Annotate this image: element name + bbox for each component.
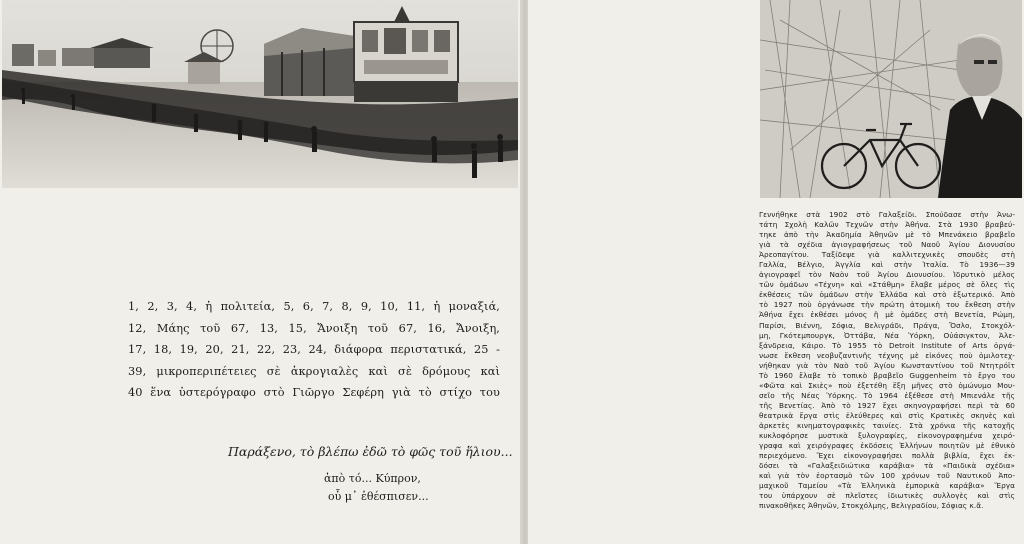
bio-line: ἁγιογραφεῖ τὸν Ναὸν τοῦ Ἁγίου Διονυσίου. Ἱδρυτικὸ μέλος [759,270,1015,280]
poem-line: 1, 2, 3, 4, ἡ πολιτεία, 5, 6, 7, 8, 9, 10, 11, ἡ μοναξιά, [128,300,500,313]
poem-line: 39, μικροπεριπέτειες σὲ ἀκρογιαλὲς καὶ σὲ δρόμους καὶ [128,364,500,378]
bio-line: τῆς Βενετίας. Ἀπὸ τὸ 1927 ἔχει σκηνογραφήσει περὶ τὰ 60 [759,400,1015,410]
poem-contents [128,296,500,404]
bio-line: γιὰ τὰ σχέδια ἁγιογραφήσεως τοῦ Ναοῦ Ἁγίου Διονυσίου [759,240,1015,250]
bio-line: τὸ 1927 ποὺ ὀργάνωσε τὴν πρώτη ἀτομικὴ του ἔκθεση στὴν [759,300,1015,310]
quote-source-line-2: οὗ μ᾽ ἐθέσπισεν... [328,490,429,503]
bio-line: γραφα καὶ χειρόγραφες ἐκδόσεις Ἑλλήνων ποιητῶν μὲ ἐθνικὸ [759,441,1015,451]
poem-line: 12, Μάης τοῦ 67, 13, 15, Ἄνοιξη τοῦ 67, 16, Ἄνοιξη, [128,321,500,335]
bio-line: πινακοθῆκες Ἀθηνῶν, Στοκχόλμης, Βελιγραδίου, Σόφιας κ.ἄ. [759,501,984,511]
artist-biography [759,210,1015,511]
poem-line: 17, 18, 19, 20, 21, 22, 23, 24, διάφορα περιστατικά, 25 - [128,343,500,357]
bio-line: «Φῶτα καὶ Σκιὲς» ποὺ ἐξετέθη ἕξη μῆνες στὸ ὁμώνυμο Μου- [759,380,1015,390]
bio-line: περιεχόμενο. Ἔχει εἰκονογραφήσει πολλὰ βιβλία, ἔχει ἐκ- [759,451,1015,461]
quote-source-line-1: ἀπὸ τό... Κύπρον, [324,472,421,485]
bio-line: τάτη Σχολὴ Καλῶν Τεχνῶν στὴν Ἀθήνα. Στὰ 1930 βραβεύ- [759,220,1015,230]
bio-line: νωσε ἔκθεση νεοβυζαντινῆς τέχνης μὲ εἰκόνες ποὺ ὁμιλοτεχ- [759,350,1015,360]
bio-line: μαχικοῦ Ταμείου «Τὰ Ἑλληνικὰ ἐμπορικὰ καράβια» Ἔργα [759,481,1015,491]
bio-line: ξάνδρεια, Κάιρο. Τὸ 1955 τὸ Detroit Institute of Arts ὀργά- [759,340,1015,350]
bio-line: θεατρικὰ ἔργα στὶς ἐλεύθερες καὶ στὶς Κρατικὲς σκηνὲς καὶ [759,410,1015,420]
bio-line: Ἀθήνα ἔχει ἐκθέσει μόνος ἢ μὲ ὁμάδες στὴ Βενετία, Ρώμη, [759,310,1015,320]
bio-line: ἀρκετὲς κινηματογραφικὲς ταινίες. Στὰ χρόνια τῆς κατοχῆς [759,420,1015,430]
bio-line: Γεννήθηκε στὰ 1902 στὸ Γαλαξείδι. Σπούδασε στὴν Ἀνω- [759,210,1015,219]
bio-line: Τὸ 1960 ἔλαβε τὸ τοπικὸ βραβεῖο Guggenheim τὸ ἔργο του [759,370,1015,380]
bio-line: τῶν ὁμάδων «Τέχνη» καὶ «Στάθμη» ἔλαβε μέρος σὲ ὅλες τὶς [759,280,1015,290]
bio-line: Ἀρεοπαγίτου. Ταξίδεψε γιὰ καλλιτεχνικὲς σπουδὲς στὴ [759,250,1015,260]
bio-line: Γαλλία, Βέλγιο, Ἀγγλία καὶ στὴν Ἰταλία. Τὸ 1936—39 [759,260,1015,270]
bio-line: δόσει τὰ «Γαλαξειδιώτικα καράβια» τὰ «Παιδικὰ σχέδια» [759,461,1015,471]
bio-line: Παρίσι, Βιέννη, Σόφια, Βελιγράδι, Πράγα, Ὄσλο, Στοκχόλ- [759,320,1015,330]
bio-line: νήθηκαν γιὰ τὸν Ναὸ τοῦ Ἁγίου Κωνσταντίνου τοῦ Ντητρόϊτ [759,360,1015,370]
bio-line: μη, Γκότεμπουργκ, Ὀττάβα, Νέα Ὑόρκη, Οὐάσιγκτον, Ἀλε- [759,330,1015,340]
right-page [528,0,1024,544]
quote-source [300,470,460,506]
bio-line: του ὑπάρχουν σὲ πλεῖστες ἰδιωτικὲς συλλογὲς καὶ στὶς [759,491,1015,501]
fairground-crowd-photo [2,0,518,188]
bio-line: τηκε ἀπὸ τὴν Ἀκαδημία Ἀθηνῶν μὲ τὸ Μπενάκειο βραβεῖο [759,230,1015,240]
bio-line: σεῖο τῆς Νέας Ὑόρκης. Τὸ 1964 ἐξέθεσε στὴ Μπιενάλε τῆς [759,390,1015,400]
bio-line: ἐκθέσεις τῶν ὁμάδων στὴν Ἑλλάδα καὶ στὸ ἐξωτερικό. Ἀπὸ [759,290,1015,300]
bio-line: κυκλοφόρησε μυστικὰ ξυλογραφίες, εἰκονογραφημένα χειρό- [759,431,1015,441]
artist-portrait-photo [760,0,1022,198]
bio-line: καὶ γιὰ τὸν ἑορτασμὸ τῶν 100 χρόνων τοῦ Ναυτικοῦ Ἀπο- [759,471,1015,481]
seferis-quote: Παράξενο, τὸ βλέπω ἐδῶ τὸ φῶς τοῦ ἥλιου... [228,444,513,459]
poem-line: 40 ἕνα ὑστερόγραφο στὸ Γιῶργο Σεφέρη γιὰ τὸ στίχο του [128,386,500,400]
